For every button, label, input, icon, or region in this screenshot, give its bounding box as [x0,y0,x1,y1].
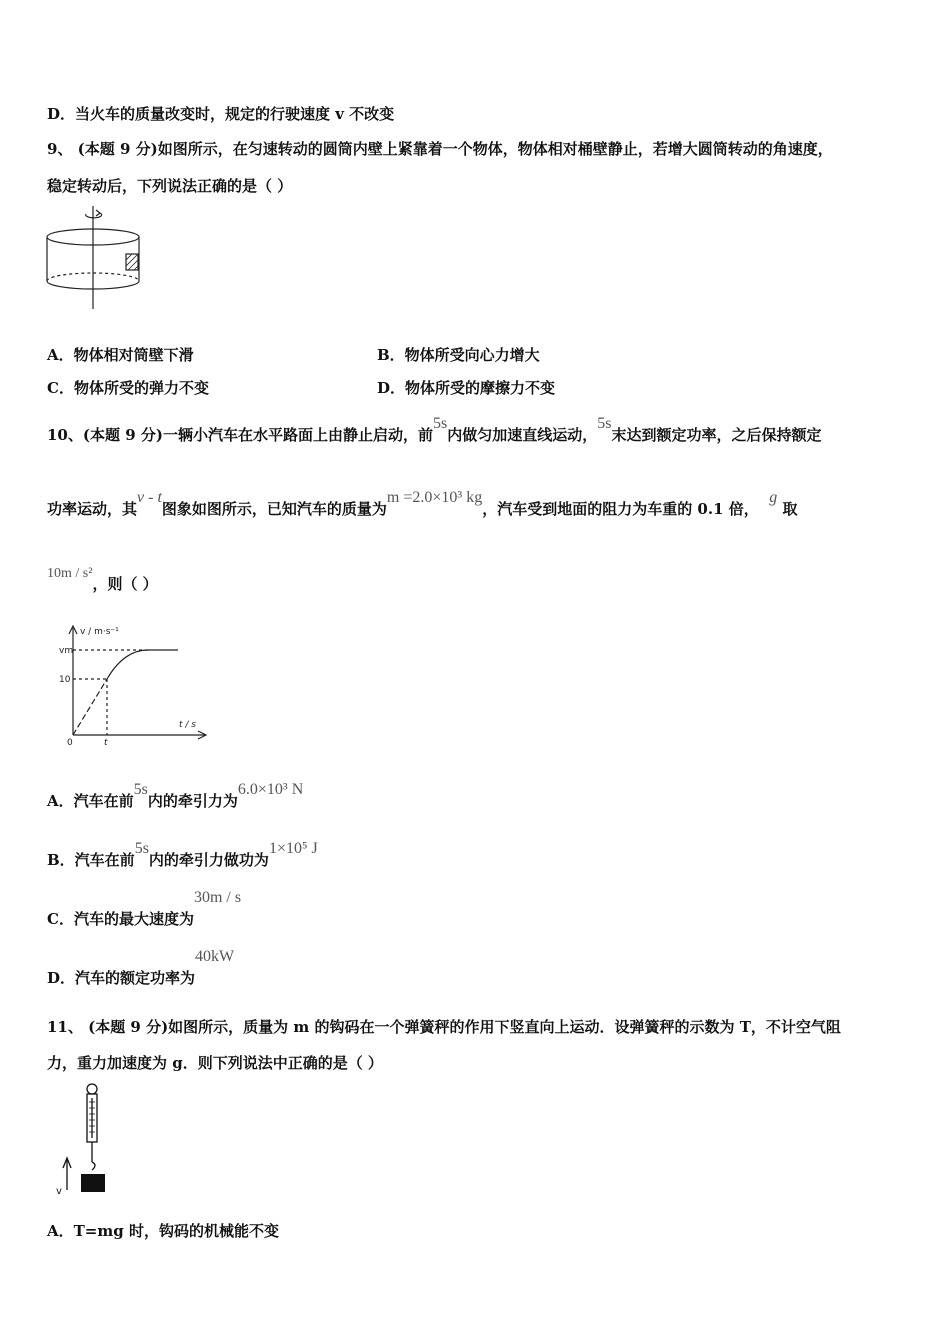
q9-option-d: D．物体所受的摩擦力不变 [377,379,556,397]
q10-option-c-value: 30m / s [193,889,242,906]
q10-option-d-pre: D．汽车的额定功率为 [47,969,196,987]
q10-time-2: 5s [597,415,612,432]
q11-stem-line2: 力，重力加速度为 g．则下列说法中正确的是（ ） [47,1054,383,1072]
graph-accel-segment [73,679,107,735]
q10-text-line2b: 图象如图所示，已知汽车的质量为 [161,500,387,518]
q10-option-a-pre: A．汽车在前 [47,792,134,810]
q10-text-line2a: 功率运动，其 [47,500,138,518]
graph-vm-label: vm [59,646,74,656]
q10-text-part3: 末达到额定功率，之后保持额定 [611,426,822,444]
q10-option-a-value: 6.0×10³ N [237,781,304,798]
q10-option-b-mid: 内的牵引力做功为 [148,851,269,869]
q10-g-symbol: g [769,489,778,506]
q10-mass-formula: m =2.0×10³ kg [386,489,483,506]
q10-vt-symbol: v - t [137,489,162,506]
q10-option-d-value: 40kW [195,948,235,965]
scale-hook [92,1162,95,1170]
q10-stem-line1 [47,415,822,445]
vt-graph-figure [56,620,216,748]
q10-text-line2d: 取 [782,500,798,518]
q10-option-b-time: 5s [134,840,149,857]
q8-option-d: D．当火车的质量改变时，规定的行驶速度 v 不改变 [47,105,395,123]
q10-text-part2: 内做匀加速直线运动， [447,426,598,444]
q10-text-part1: 10、(本题 9 分)一辆小汽车在水平路面上由静止启动，前 [47,426,433,444]
q11-option-a: A．T=mg 时，钩码的机械能不变 [47,1222,279,1240]
q10-stem-line3 [47,566,158,594]
graph-ten-label: 10 [59,675,71,685]
velocity-label: v [56,1186,62,1197]
q10-time-1: 5s [432,415,448,432]
scale-ring [87,1084,97,1094]
q10-option-b-value: 1×10⁵ J [268,840,318,857]
graph-t1-label: t [104,738,108,748]
graph-y-label: v / m·s⁻¹ [80,627,119,637]
q10-g-value: 10m / s² [47,566,93,581]
q10-option-b [47,840,318,870]
q9-stem-line2: 稳定转动后，下列说法正确的是（ ） [47,177,293,195]
q10-option-c [47,889,242,929]
q10-option-a [47,781,304,811]
q10-option-c-pre: C．汽车的最大速度为 [47,910,194,928]
q10-option-a-time: 5s [133,781,148,798]
rotating-cylinder-figure [44,204,144,316]
q9-stem-line1: 9、 (本题 9 分)如图所示，在匀速转动的圆筒内壁上紧靠着一个物体，物体相对桶壁静止，若增大圆筒转动的角速度， [47,140,833,158]
q9-option-b: B．物体所受向心力增大 [377,346,540,364]
q10-stem-line2 [47,489,798,519]
q9-option-c: C．物体所受的弹力不变 [47,379,209,397]
graph-x-label: t / s [179,720,196,730]
graph-origin-label: 0 [67,738,73,748]
graph-curve [107,650,178,679]
q10-option-d [47,948,235,988]
q10-option-a-mid: 内的牵引力为 [147,792,238,810]
hook-weight [81,1174,105,1192]
q10-option-b-pre: B．汽车在前 [47,851,135,869]
q11-stem-line1: 11、 (本题 9 分)如图所示，质量为 m 的钩码在一个弹簧秤的作用下竖直向上运动．设弹簧秤的示数为 T，不计空气阻 [47,1018,841,1036]
spring-scale-figure [52,1082,122,1202]
q9-option-a: A．物体相对筒壁下滑 [47,346,194,364]
q10-text-line3: ，则（ ） [92,575,158,593]
q10-text-line2c: ，汽车受到地面的阻力为车重的 0.1 倍， [482,500,759,518]
